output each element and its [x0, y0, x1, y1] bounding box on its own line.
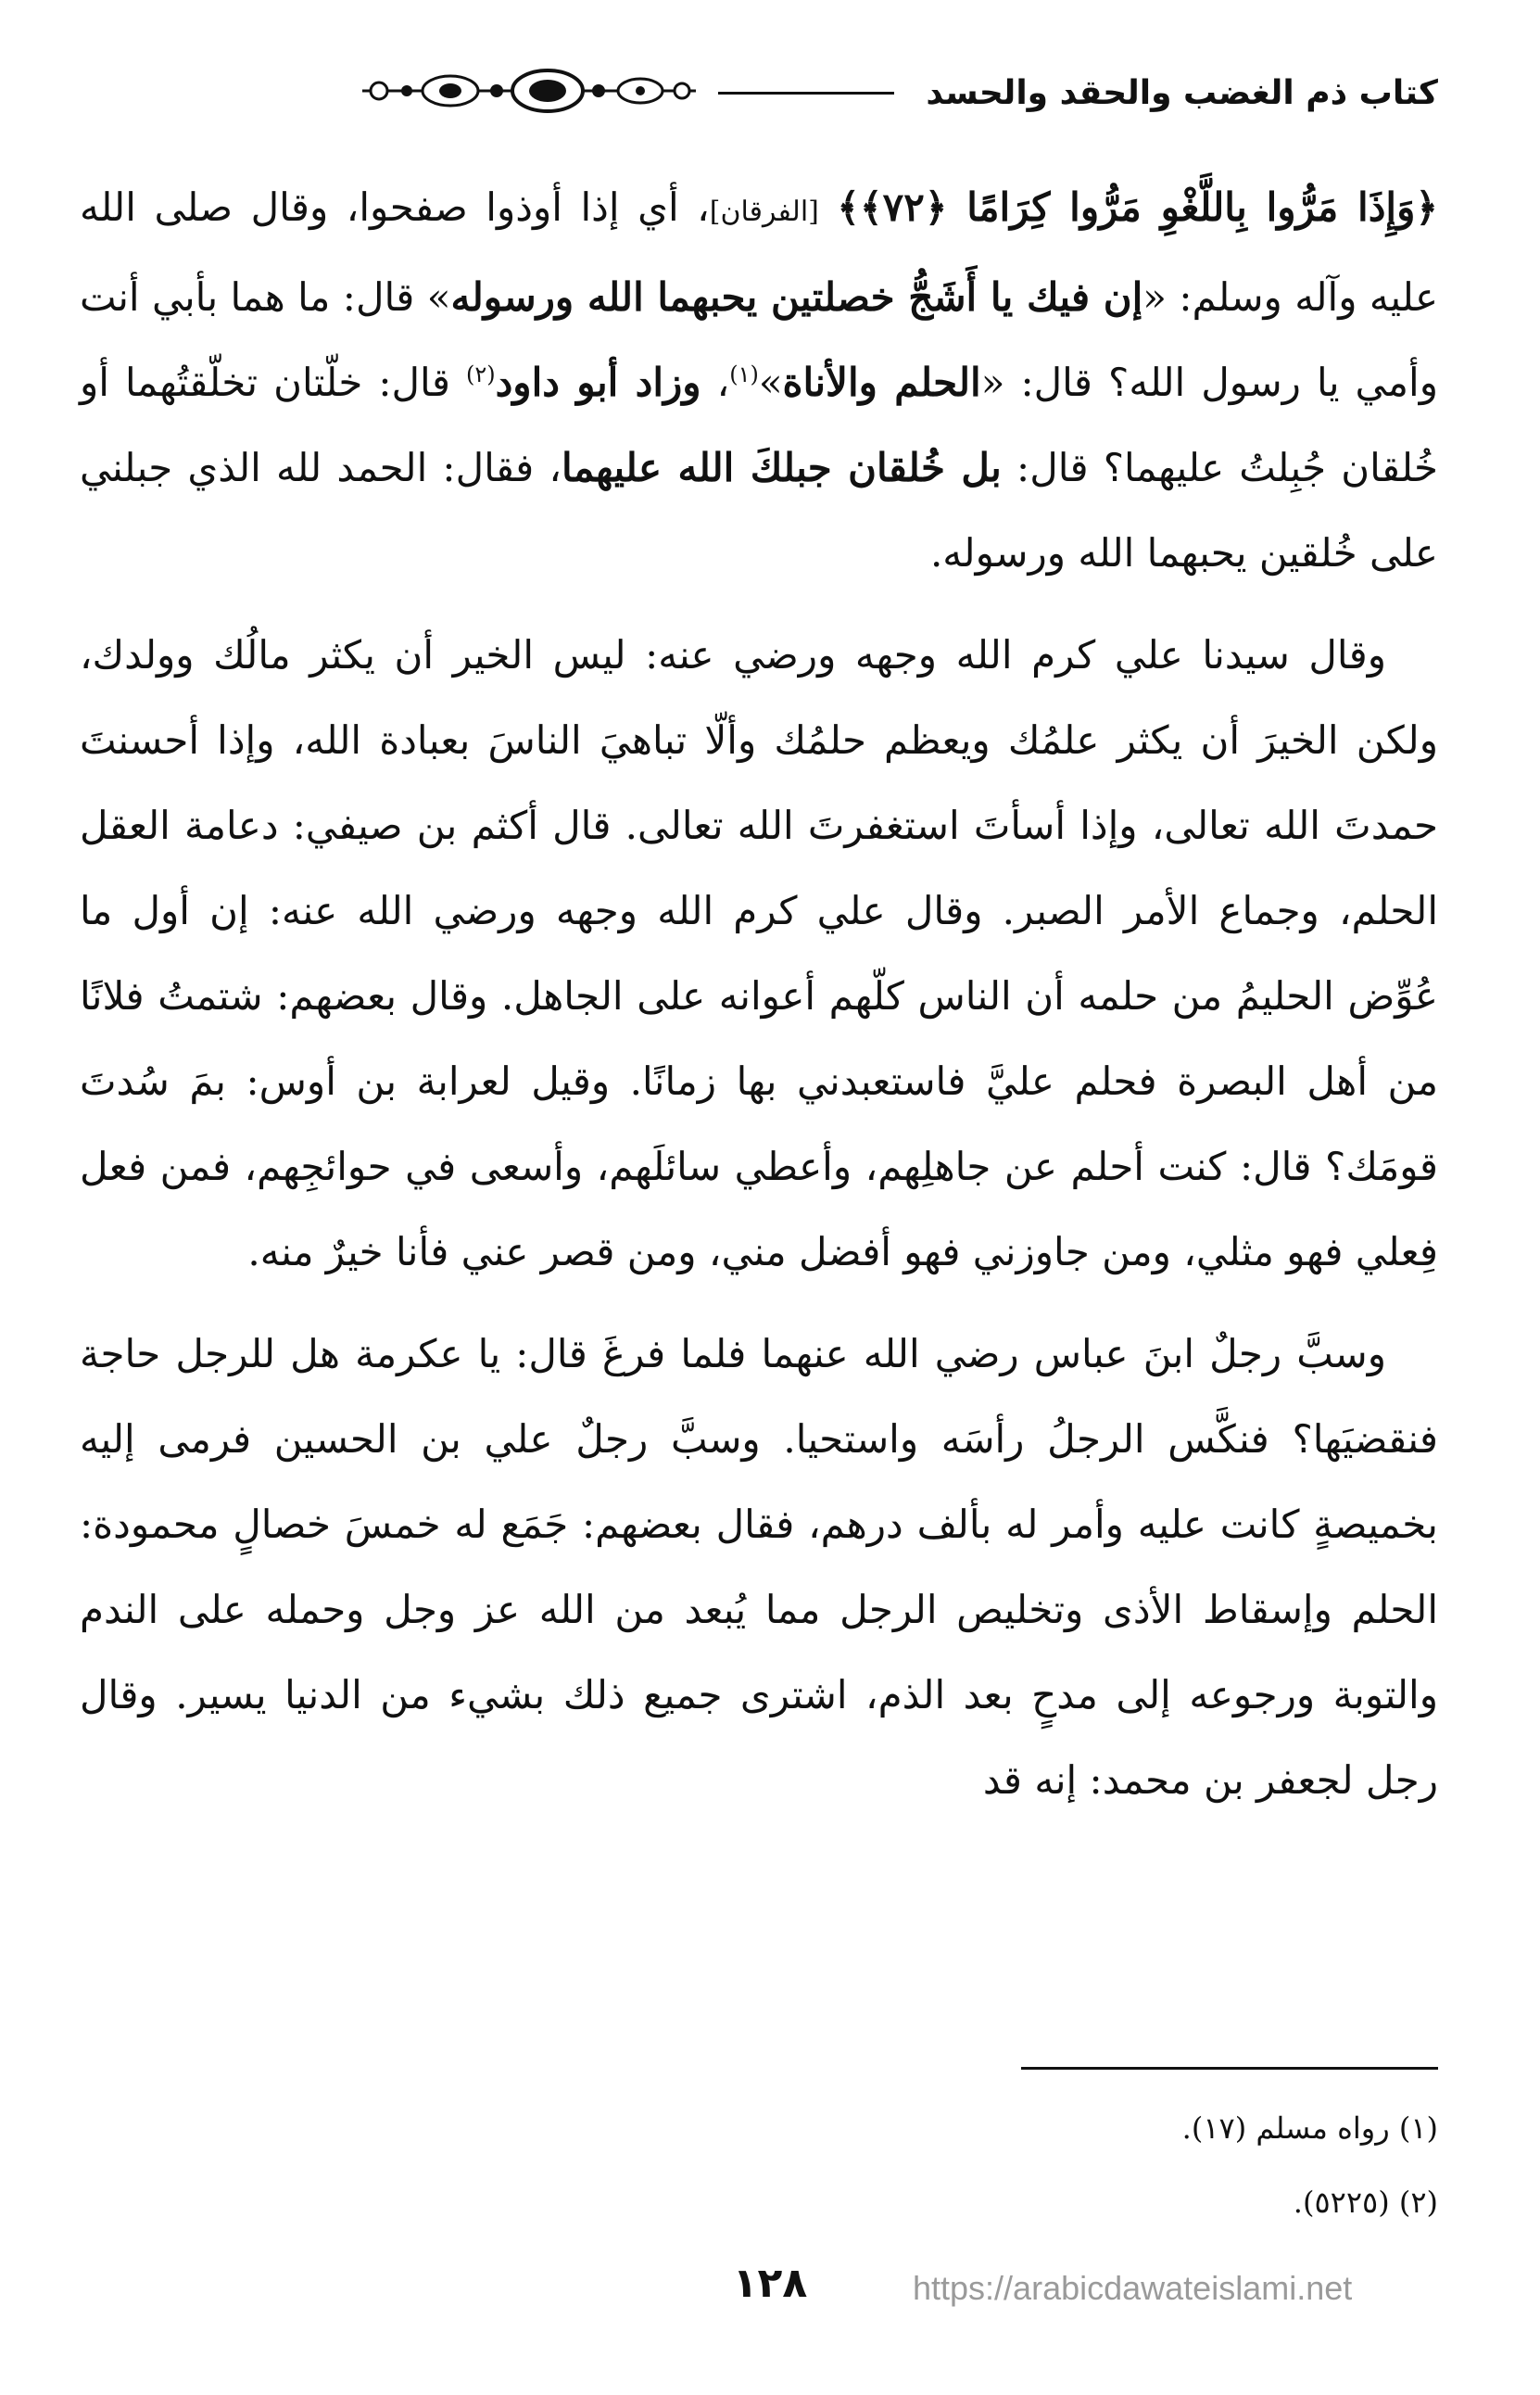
- footnote-ref-1: (١): [729, 361, 759, 387]
- watermark-url: https://arabicdawateislami.net: [913, 2269, 1353, 2307]
- emphasis-text: وزاد أبو داود: [495, 360, 701, 405]
- paragraph-text: وسبَّ رجلٌ ابنَ عباس رضي الله عنهما فلما فرغَ قال: يا عكرمة هل للرجل حاجة فنقضيَها؟ فنكَّس الرجلُ رأسَه واستحيا. وسبَّ رجلٌ علي بن الحسين فرمى إليه بخميصةٍ كانت عليه وأمر له بألف درهم، فقال بعضهم: جَمَع له خمسَ خصالٍ محمودة: الحلم وإسقاط الأذى وتخليص الرجل مما يُبعد من الله عز وجل وحمله على الندم والتوبة ورجوعه إلى مدحٍ بعد الذم، اشترى جميع ذلك بشيء من الدنيا يسير. وقال رجل لجعفر بن محمد: إنه قد: [80, 1331, 1438, 1803]
- book-title: كتاب ذم الغضب والحقد والحسد: [926, 73, 1438, 112]
- page-number: ١٢٨: [732, 2260, 808, 2307]
- header-rule: [718, 92, 894, 95]
- footnote-separator: [1021, 2067, 1438, 2070]
- paragraph-2: [80, 613, 1438, 1295]
- text-run: ، أي إذا أوذوا صفحوا، وقال صلى الله عليه وآله وسلم: «: [80, 184, 1439, 320]
- text-run: » قال: ما هما بأبي أنت وأمي يا رسول الله؟ قال: «: [80, 274, 1439, 405]
- hadith-quote: إن فيك يا أَشَجُّ خصلتين يحبهما الله ورسوله: [450, 274, 1143, 320]
- running-header: [65, 56, 1438, 130]
- emphasis-text: بل خُلقان جبلكَ الله عليهما: [561, 445, 1002, 490]
- text-run: قال: خلّتان تخلّقتُهما أو خُلقان جُبِلتُ عليهما؟ قال:: [80, 360, 1439, 490]
- footnote-1: (١) رواه مسلم (١٧).: [1181, 2110, 1438, 2146]
- text-run: ، فقال: الحمد لله الذي جبلني على خُلقين يحبهما الله ورسوله.: [80, 445, 1438, 576]
- text-run: »: [758, 360, 783, 405]
- quran-verse: ﴿وَإِذَا مَرُّوا بِاللَّغْوِ مَرُّوا كِرَامًا ﴿٧٢﴾﴾: [837, 184, 1438, 230]
- paragraph-3: [80, 1312, 1438, 1823]
- header-ornament: [362, 63, 696, 122]
- main-text: [80, 165, 1438, 1823]
- surah-reference: [الفرقان]: [709, 196, 819, 228]
- paragraph-text: وقال سيدنا علي كرم الله وجهه ورضي عنه: ليس الخير أن يكثر مالُك وولدك، ولكن الخيرَ أن يكثر علمُك ويعظم حلمُك وألّا تباهيَ الناسَ بعبادة الله، وإذا أحسنتَ حمدتَ الله تعالى، وإذا أسأتَ استغفرتَ الله تعالى. قال أكثم بن صيفي: دعامة العقل الحلم، وجماع الأمر الصبر. وقال علي كرم الله وجهه ورضي الله عنه: إن أول ما عُوِّض الحليمُ من حلمه أن الناس كلّهم أعوانه على الجاهل. وقال بعضهم: شتمتُ فلانًا من أهل البصرة فحلم عليَّ فاستعبدني بها زمانًا. وقيل لعرابة بن أوس: بمَ سُدتَ قومَك؟ قال: كنت أحلم عن جاهلِهم، وأعطي سائلَهم، وأسعى في حوائجِهم، فمن فعل فِعلي فهو مثلي، ومن جاوزني فهو أفضل مني، ومن قصر عني فأنا خيرٌ منه.: [80, 632, 1438, 1274]
- hadith-quote: الحلم والأناة: [782, 360, 981, 405]
- text-run: ،: [701, 360, 730, 405]
- paragraph-1: [80, 165, 1438, 596]
- footnote-2: (٢) (٥٢٢٥).: [1293, 2185, 1438, 2220]
- footnotes: [604, 2091, 1438, 2239]
- footnote-ref-2: (٢): [465, 361, 496, 387]
